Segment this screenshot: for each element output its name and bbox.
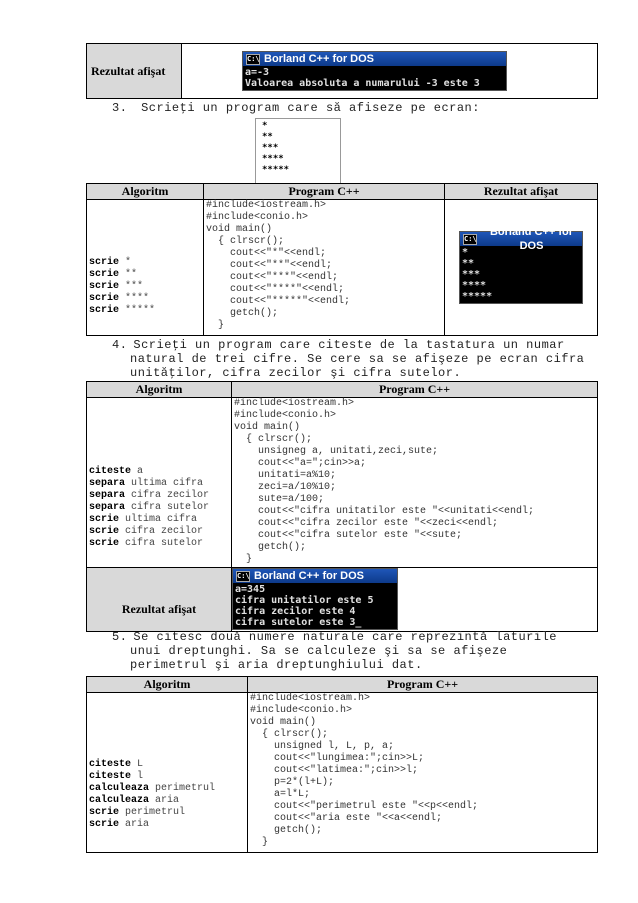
task-number: 3. xyxy=(112,101,128,115)
code-line: getch(); xyxy=(234,542,307,553)
algorithm-operand: cifra zecilor xyxy=(119,525,204,537)
result-cell xyxy=(232,568,598,632)
algorithm-step xyxy=(89,490,231,502)
console-line: ** xyxy=(462,258,475,269)
algorithm-step xyxy=(89,771,247,783)
algorithm-step xyxy=(89,502,231,514)
algorithm-operand: ***** xyxy=(119,304,156,316)
star-pattern-box xyxy=(255,118,341,186)
window-titlebar: C:\ Borland C++ for DOS xyxy=(460,232,582,246)
console-line: a=345 xyxy=(235,584,266,595)
dos-window xyxy=(232,568,398,630)
header-algoritm: Algoritm xyxy=(87,382,232,398)
result-label: Rezultat afişat xyxy=(91,63,166,78)
task-3 xyxy=(112,101,480,115)
algorithm-operand: ultima cifra xyxy=(125,477,204,489)
algorithm-operand: cifra zecilor xyxy=(125,489,210,501)
star-row: ** xyxy=(262,132,273,142)
code-line: cout<<"lungimea:";cin>>L; xyxy=(250,753,425,764)
console-line: a=-3 xyxy=(245,67,270,78)
code-line: cout<<"cifra sutelor este "<<sute; xyxy=(234,530,463,541)
code-line: getch(); xyxy=(250,825,323,836)
star-row: *** xyxy=(262,143,279,153)
console-line: ***** xyxy=(462,291,493,302)
algorithm-keyword: scrie xyxy=(89,525,120,537)
algorithm-step xyxy=(89,759,247,771)
task-4: 4. Scrieţi un program care citeste de la tastatura un numar natural de trei cifre. Se cere sa se afişeze pe ecran cifra unităţilor, cifra zecilor şi cifra sutelor. xyxy=(112,338,585,380)
code-line: } xyxy=(234,554,253,565)
console-output xyxy=(233,583,397,629)
code-line: #include<iostream.h> xyxy=(234,398,355,409)
algorithm-keyword: scrie xyxy=(89,513,120,525)
star-row: * xyxy=(262,121,268,131)
algorithm-keyword: citeste xyxy=(89,770,132,782)
code-cell xyxy=(232,398,598,568)
header-algoritm: Algoritm xyxy=(87,184,204,200)
algorithm-step xyxy=(89,819,247,831)
code-line: } xyxy=(250,837,269,848)
task-number: 5. xyxy=(112,630,128,644)
code-cell xyxy=(248,693,598,853)
algorithm-operand: a xyxy=(131,465,144,477)
algorithm-operand: perimetrul xyxy=(119,806,186,818)
algorithm-step xyxy=(89,466,231,478)
code-line: void main() xyxy=(234,422,301,433)
code-line: cout<<"perimetrul este "<<p<<endl; xyxy=(250,801,479,812)
algorithm-step xyxy=(89,293,203,305)
algorithm-operand: l xyxy=(131,770,144,782)
header-result: Rezultat afişat xyxy=(445,184,598,200)
algorithm-keyword: scrie xyxy=(89,280,120,292)
code-line: cout<<"****"<<endl; xyxy=(206,284,345,295)
console-icon: C:\ xyxy=(464,234,477,243)
result-cell xyxy=(445,200,598,336)
code-line: #include<iostream.h> xyxy=(206,200,327,211)
star-row: **** xyxy=(262,154,284,164)
algorithm-operand: cifra sutelor xyxy=(119,537,204,549)
code-line: #include<iostream.h> xyxy=(250,693,371,704)
algorithm-step xyxy=(89,783,247,795)
algorithm-operand: ** xyxy=(119,268,138,280)
algorithm-step xyxy=(89,514,231,526)
algorithm-keyword: citeste xyxy=(89,758,132,770)
header-program: Program C++ xyxy=(232,382,598,398)
algorithm-step xyxy=(89,538,231,550)
code-line: void main() xyxy=(206,224,273,235)
algorithm-cell xyxy=(87,693,248,853)
code-cell xyxy=(204,200,445,336)
algorithm-step xyxy=(89,795,247,807)
algorithm-step xyxy=(89,526,231,538)
code-line: unsigned l, L, p, a; xyxy=(250,741,395,752)
algorithm-keyword: separa xyxy=(89,501,126,513)
code-line: cout<<"a=";cin>>a; xyxy=(234,458,367,469)
code-line: cout<<"*"<<endl; xyxy=(206,248,327,259)
algorithm-operand: cifra sutelor xyxy=(125,501,210,513)
algorithm-operand: **** xyxy=(119,292,150,304)
code-line: cout<<"cifra zecilor este "<<zeci<<endl; xyxy=(234,518,499,529)
code-line: a=l*L; xyxy=(250,789,311,800)
result-label-cell xyxy=(87,568,232,632)
result-label: Rezultat afişat xyxy=(121,602,197,616)
algorithm-operand: aria xyxy=(119,818,150,830)
code-line: cout<<"latimea:";cin>>l; xyxy=(250,765,419,776)
window-titlebar: C:\ Borland C++ for DOS xyxy=(243,52,506,66)
star-row: ***** xyxy=(262,165,290,175)
console-output xyxy=(460,246,582,303)
console-icon: C:\ xyxy=(237,571,250,580)
task-text: Scrieţi un program care să afiseze pe ecran: xyxy=(141,101,480,115)
code-line: { clrscr(); xyxy=(206,236,285,247)
code-line: void main() xyxy=(250,717,317,728)
algorithm-keyword: scrie xyxy=(89,256,120,268)
code-line: p=2*(l+L); xyxy=(250,777,335,788)
algorithm-operand: * xyxy=(119,256,132,268)
algorithm-operand: perimetrul xyxy=(149,782,216,794)
algorithm-step xyxy=(89,281,203,293)
header-program: Program C++ xyxy=(248,677,598,693)
code-line: #include<conio.h> xyxy=(234,410,337,421)
task-5: 5. Se citesc două numere naturale care reprezintă laturile unui dreptunghi. Sa se calculeze şi sa se afişeze perimetrul şi aria dreptunghiului dat. xyxy=(112,630,557,672)
algorithm-step xyxy=(89,807,247,819)
console-line: cifra unitatilor este 5 xyxy=(235,595,374,606)
console-output xyxy=(243,66,506,90)
code-line: cout<<"***"<<endl; xyxy=(206,272,339,283)
algorithm-keyword: separa xyxy=(89,477,126,489)
code-line: #include<conio.h> xyxy=(250,705,353,716)
console-line: * xyxy=(462,247,469,258)
code-line: { clrscr(); xyxy=(250,729,329,740)
console-line: cifra sutelor este 3_ xyxy=(235,617,362,628)
algorithm-keyword: scrie xyxy=(89,537,120,549)
code-line: cout<<"aria este "<<a<<endl; xyxy=(250,813,443,824)
code-line: { clrscr(); xyxy=(234,434,313,445)
algorithm-step xyxy=(89,478,231,490)
dos-window xyxy=(459,226,583,304)
code-line: #include<conio.h> xyxy=(206,212,309,223)
algorithm-keyword: scrie xyxy=(89,268,120,280)
algorithm-operand: *** xyxy=(119,280,144,292)
window-titlebar: C:\ Borland C++ for DOS xyxy=(233,569,397,583)
algorithm-keyword: calculeaza xyxy=(89,782,150,794)
algorithm-step xyxy=(89,269,203,281)
console-line: **** xyxy=(462,280,487,291)
code-line: sute=a/100; xyxy=(234,494,325,505)
code-line: cout<<"cifra unitatilor este "<<unitati<<endl; xyxy=(234,506,535,517)
header-algoritm: Algoritm xyxy=(87,677,248,693)
code-line: getch(); xyxy=(206,308,279,319)
algorithm-cell xyxy=(87,398,232,568)
algorithm-keyword: scrie xyxy=(89,292,120,304)
console-line: Valoarea absoluta a numarului -3 este 3 xyxy=(245,78,480,89)
algorithm-operand: ultima cifra xyxy=(119,513,198,525)
table-task-5 xyxy=(86,676,598,853)
algorithm-keyword: scrie xyxy=(89,818,120,830)
table-task-3 xyxy=(86,183,598,336)
algorithm-cell xyxy=(87,200,204,336)
header-program: Program C++ xyxy=(204,184,445,200)
algorithm-keyword: separa xyxy=(89,489,126,501)
code-line: cout<<"**"<<endl; xyxy=(206,260,333,271)
code-line: unitati=a%10; xyxy=(234,470,337,481)
result-label-cell xyxy=(87,44,182,99)
algorithm-keyword: scrie xyxy=(89,304,120,316)
console-line: *** xyxy=(462,269,481,280)
code-line: cout<<"*****"<<endl; xyxy=(206,296,351,307)
top-result-table xyxy=(86,43,598,99)
console-icon: C:\ xyxy=(247,54,260,63)
algorithm-keyword: scrie xyxy=(89,806,120,818)
code-line: zeci=a/10%10; xyxy=(234,482,337,493)
code-line: unsigneg a, unitati,zeci,sute; xyxy=(234,446,439,457)
algorithm-step xyxy=(89,305,203,317)
code-line: } xyxy=(206,320,225,331)
algorithm-keyword: citeste xyxy=(89,465,132,477)
algorithm-keyword: calculeaza xyxy=(89,794,150,806)
console-line: cifra zecilor este 4 xyxy=(235,606,356,617)
task-number: 4. xyxy=(112,338,128,352)
dos-window xyxy=(242,51,507,91)
table-task-4 xyxy=(86,381,598,632)
algorithm-step xyxy=(89,257,203,269)
algorithm-operand: aria xyxy=(149,794,180,806)
algorithm-operand: L xyxy=(131,758,144,770)
